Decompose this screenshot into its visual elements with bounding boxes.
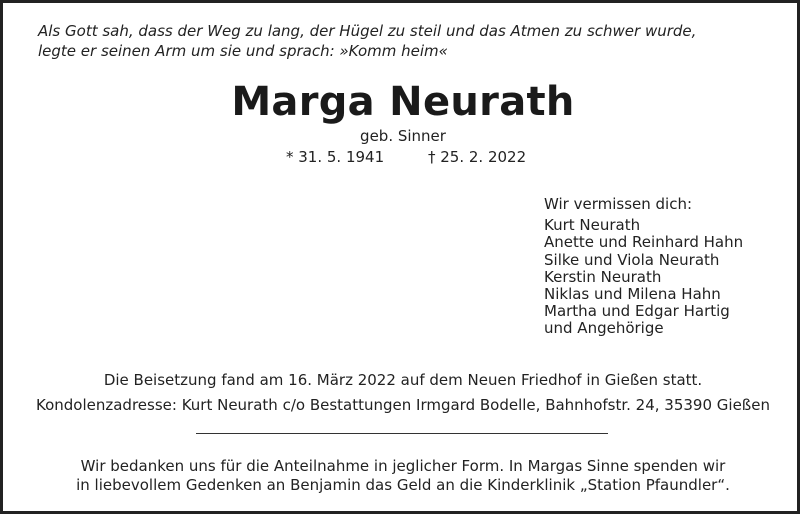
mourner-name: Martha und Edgar Hartig bbox=[544, 302, 730, 321]
death-date: † 25. 2. 2022 bbox=[428, 148, 527, 166]
thanks-line-2: in liebevollem Gedenken an Benjamin das Geld an die Kinderklinik „Station Pfaundler“. bbox=[76, 476, 730, 494]
condolence-address: Kondolenzadresse: Kurt Neurath c/o Bestattungen Irmgard Bodelle, Bahnhofstr. 24, 35390 Gießen bbox=[35, 396, 770, 414]
mourner-name: Niklas und Milena Hahn bbox=[544, 285, 721, 304]
mourner-name: Silke und Viola Neurath bbox=[544, 250, 720, 269]
burial-notice: Die Beisetzung fand am 16. März 2022 auf dem Neuen Friedhof in Gießen statt. bbox=[103, 371, 703, 389]
deceased-name: Marga Neurath bbox=[231, 79, 575, 125]
divider-line bbox=[196, 433, 608, 434]
birth-date: * 31. 5. 1941 bbox=[286, 148, 385, 166]
mourner-name: Kurt Neurath bbox=[544, 216, 641, 235]
poem-quote bbox=[38, 21, 778, 61]
mourner-name: und Angehörige bbox=[544, 319, 664, 338]
birth-name: geb. Sinner bbox=[360, 127, 446, 145]
thanks-line-1: Wir bedanken uns für die Anteilnahme in jeglicher Form. In Margas Sinne spenden wir bbox=[80, 457, 726, 475]
thanks-note bbox=[3, 457, 800, 495]
poem-line-2: legte er seinen Arm um sie und sprach: »Komm heim« bbox=[38, 42, 448, 60]
mourner-name: Kerstin Neurath bbox=[544, 267, 662, 286]
poem-line-1: Als Gott sah, dass der Weg zu lang, der Hügel zu steil und das Atmen zu schwer wurde, bbox=[38, 22, 697, 40]
mourner-name: Anette und Reinhard Hahn bbox=[544, 233, 744, 252]
mourners-intro: Wir vermissen dich: bbox=[544, 195, 693, 213]
mourners-list bbox=[544, 196, 743, 338]
